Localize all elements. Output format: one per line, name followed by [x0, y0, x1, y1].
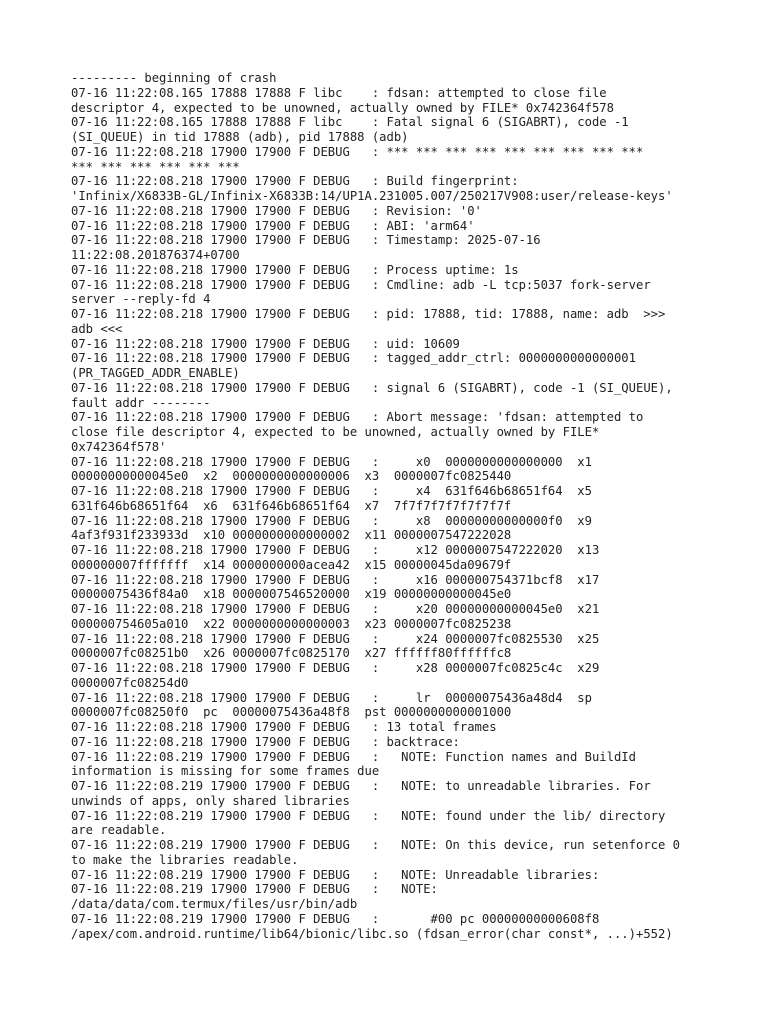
log-line: 07-16 11:22:08.219 17900 17900 F DEBUG : NOTE: to unreadable libraries. For — [71, 779, 651, 793]
log-line: --------- beginning of crash — [71, 71, 277, 85]
log-line: 07-16 11:22:08.218 17900 17900 F DEBUG : Cmdline: adb -L tcp:5037 fork-server — [71, 277, 651, 292]
log-line: 00000000000045e0 x2 0000000000000006 x3 0000007fc0825440 — [71, 469, 512, 484]
log-line: server --reply-fd 4 — [71, 292, 211, 307]
log-line: 07-16 11:22:08.218 17900 17900 F DEBUG : Build fingerprint: — [71, 174, 519, 189]
log-line: 07-16 11:22:08.218 17900 17900 F DEBUG : backtrace: — [71, 734, 460, 749]
log-line: 07-16 11:22:08.218 17900 17900 F DEBUG : x4 631f646b68651f64 x5 — [71, 484, 592, 498]
log-line: 07-16 11:22:08.218 17900 17900 F DEBUG : x24 0000007fc0825530 x25 — [71, 631, 600, 646]
log-line: 07-16 11:22:08.219 17900 17900 F DEBUG : NOTE: Unreadable libraries: — [71, 867, 600, 882]
log-line: 07-16 11:22:08.218 17900 17900 F DEBUG : Process uptime: 1s — [71, 262, 519, 277]
log-line: 07-16 11:22:08.218 17900 17900 F DEBUG : ABI: 'arm64' — [71, 218, 475, 233]
log-line: (PR_TAGGED_ADDR_ENABLE) — [71, 366, 240, 380]
log-line: (SI_QUEUE) in tid 17888 (adb), pid 17888 (adb) — [71, 130, 409, 144]
log-line: 07-16 11:22:08.219 17900 17900 F DEBUG : NOTE: found under the lib/ directory — [71, 808, 666, 823]
log-line: 07-16 11:22:08.218 17900 17900 F DEBUG : Timestamp: 2025-07-16 — [71, 233, 541, 248]
log-line: 07-16 11:22:08.218 17900 17900 F DEBUG : x12 0000007547222020 x13 — [71, 543, 600, 557]
log-line: 07-16 11:22:08.165 17888 17888 F libc : Fatal signal 6 (SIGABRT), code -1 — [71, 115, 629, 130]
log-line: information is missing for some frames due — [71, 764, 380, 779]
log-line: 0x742364f578' — [71, 439, 167, 454]
log-line: 000000007fffffff x14 0000000000acea42 x15 00000045da09679f — [71, 557, 512, 572]
log-line: 00000075436f84a0 x18 0000007546520000 x19 00000000000045e0 — [71, 587, 512, 602]
log-line: 07-16 11:22:08.218 17900 17900 F DEBUG : x0 0000000000000000 x1 — [71, 454, 592, 469]
log-line: 07-16 11:22:08.218 17900 17900 F DEBUG : x16 000000754371bcf8 x17 — [71, 572, 600, 587]
log-line: 07-16 11:22:08.218 17900 17900 F DEBUG : Abort message: 'fdsan: attempted to — [71, 410, 644, 425]
log-line: /data/data/com.termux/files/usr/bin/adb — [71, 897, 358, 911]
log-line: descriptor 4, expected to be unowned, actually owned by FILE* 0x742364f578 — [71, 100, 614, 115]
crash-log-document — [71, 71, 731, 941]
log-line: 07-16 11:22:08.218 17900 17900 F DEBUG : x20 00000000000045e0 x21 — [71, 602, 600, 616]
log-line: 07-16 11:22:08.218 17900 17900 F DEBUG : tagged_addr_ctrl: 0000000000000001 — [71, 351, 636, 366]
log-line: 07-16 11:22:08.218 17900 17900 F DEBUG : signal 6 (SIGABRT), code -1 (SI_QUEUE), — [71, 380, 673, 395]
log-line: 4af3f931f233933d x10 0000000000000002 x11 0000007547222028 — [71, 528, 512, 543]
log-line: 07-16 11:22:08.218 17900 17900 F DEBUG : uid: 10609 — [71, 336, 460, 351]
log-line: 000000754605a010 x22 0000000000000003 x23 0000007fc0825238 — [71, 616, 512, 631]
log-line: 07-16 11:22:08.218 17900 17900 F DEBUG : pid: 17888, tid: 17888, name: adb >>> — [71, 307, 666, 321]
log-line: fault addr -------- — [71, 395, 211, 410]
log-line: /apex/com.android.runtime/lib64/bionic/libc.so (fdsan_error(char const*, ...)+552) — [71, 926, 673, 941]
log-line: 07-16 11:22:08.219 17900 17900 F DEBUG : NOTE: — [71, 882, 438, 897]
log-line: *** *** *** *** *** *** — [71, 159, 240, 174]
log-line: 0000007fc08250f0 pc 00000075436a48f8 pst 0000000000001000 — [71, 705, 512, 720]
log-line: 07-16 11:22:08.165 17888 17888 F libc : fdsan: attempted to close file — [71, 85, 607, 100]
log-line: 631f646b68651f64 x6 631f646b68651f64 x7 7f7f7f7f7f7f7f7f — [71, 498, 512, 513]
log-line: 07-16 11:22:08.218 17900 17900 F DEBUG : 13 total frames — [71, 720, 497, 734]
log-line: 07-16 11:22:08.218 17900 17900 F DEBUG : Revision: '0' — [71, 203, 482, 218]
log-line: 0000007fc08251b0 x26 0000007fc0825170 x27 ffffff80ffffffc8 — [71, 646, 512, 661]
log-line: 07-16 11:22:08.219 17900 17900 F DEBUG : #00 pc 00000000000608f8 — [71, 911, 600, 926]
log-line: 11:22:08.201876374+0700 — [71, 248, 240, 262]
log-line: 0000007fc08254d0 — [71, 675, 189, 690]
log-line: adb <<< — [71, 321, 123, 336]
log-line: are readable. — [71, 823, 167, 838]
log-line: to make the libraries readable. — [71, 852, 299, 867]
log-line: 07-16 11:22:08.219 17900 17900 F DEBUG : NOTE: Function names and BuildId — [71, 749, 636, 764]
log-line: 'Infinix/X6833B-GL/Infinix-X6833B:14/UP1A.231005.007/250217V908:user/release-keys' — [71, 189, 673, 203]
log-line: 07-16 11:22:08.218 17900 17900 F DEBUG : x8 00000000000000f0 x9 — [71, 513, 592, 528]
log-line: unwinds of apps, only shared libraries — [71, 793, 350, 808]
log-line: 07-16 11:22:08.219 17900 17900 F DEBUG : NOTE: On this device, run setenforce 0 — [71, 838, 681, 852]
log-line: 07-16 11:22:08.218 17900 17900 F DEBUG : lr 00000075436a48d4 sp — [71, 690, 592, 705]
log-line: 07-16 11:22:08.218 17900 17900 F DEBUG : x28 0000007fc0825c4c x29 — [71, 661, 600, 675]
log-line: 07-16 11:22:08.218 17900 17900 F DEBUG : *** *** *** *** *** *** *** *** *** — [71, 144, 644, 159]
log-line: close file descriptor 4, expected to be unowned, actually owned by FILE* — [71, 425, 600, 439]
